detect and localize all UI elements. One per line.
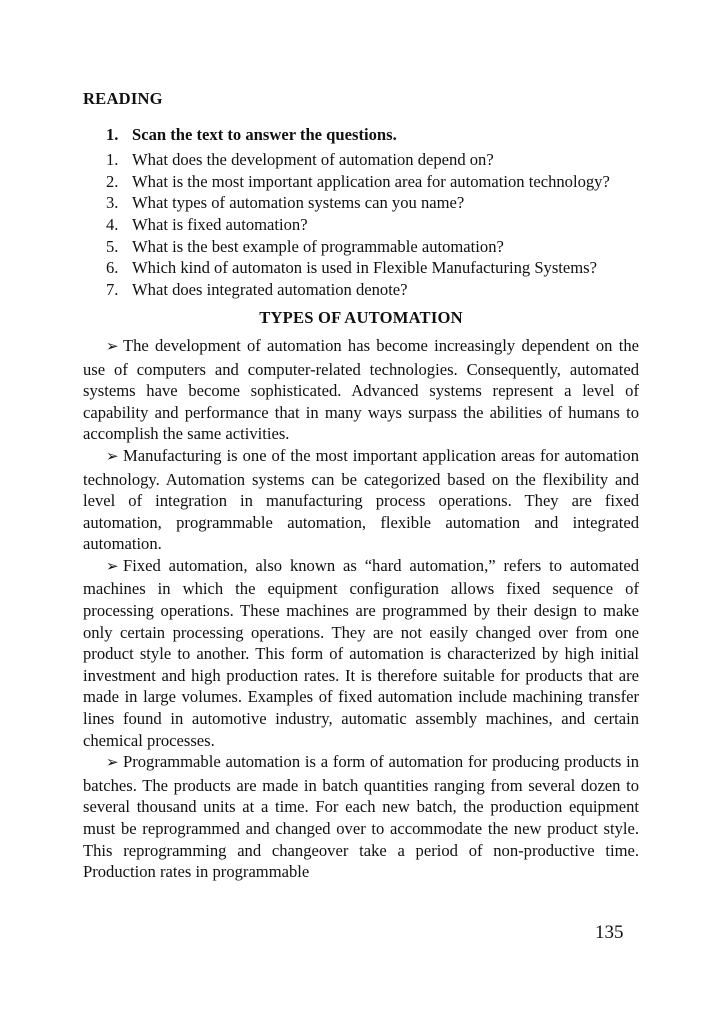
question-text: Which kind of automaton is used in Flexible Manufacturing Systems? [132, 258, 598, 278]
question-item [83, 257, 639, 279]
paragraph [83, 751, 639, 883]
question-number: 3. [106, 193, 119, 213]
question-item [83, 149, 639, 171]
question-text: What types of automation systems can you name? [132, 193, 465, 213]
question-number: 6. [106, 258, 119, 278]
arrow-bullet-icon: ➢ [106, 558, 119, 575]
question-text: What is fixed automation? [132, 214, 308, 234]
question-list [83, 149, 639, 300]
paragraph-text: The development of automation has become increasingly dependent on the use of computers and computer-related technologies. Consequently, automated systems have become sophisticated. Advanced systems represent a level of capability and performance that in many ways surpass the abilities of humans to accomplish the same activities. [83, 335, 639, 444]
arrow-bullet-icon: ➢ [106, 448, 119, 465]
paragraph-text: Fixed automation, also known as “hard automation,” refers to automated machines in which the equipment configuration allows fixed sequence of processing operations. These machines are programmed by their design to make only certain processing operations. They are not easily changed over from one product style to another. This form of automation is characterized by high initial investment and high production rates. It is therefore suitable for products that are made in large volumes. Examples of fixed automation include machining transfer lines found in automotive industry, automatic assembly machines, and certain chemical processes. [83, 555, 639, 750]
question-number: 1. [106, 150, 119, 170]
paragraph-text: Manufacturing is one of the most important application areas for automation technology. Automation systems can be categorized based on the flexibility and level of integration in manufacturing process operations. They are fixed automation, programmable automation, flexible automation and integrated automation. [83, 445, 639, 554]
paragraph [83, 555, 639, 751]
task-instruction [83, 124, 639, 146]
article-heading: TYPES OF AUTOMATION [259, 308, 463, 328]
question-item [83, 192, 639, 214]
question-number: 5. [106, 236, 119, 256]
question-item [83, 214, 639, 236]
question-number: 4. [106, 214, 119, 234]
question-number: 7. [106, 279, 119, 299]
arrow-bullet-icon: ➢ [106, 338, 119, 355]
paragraph [83, 445, 639, 555]
task-number: 1. [106, 124, 119, 144]
arrow-bullet-icon: ➢ [106, 755, 119, 772]
question-item [83, 171, 639, 193]
page-number: 135 [595, 922, 624, 943]
page-content [83, 88, 639, 883]
paragraph-text: Programmable automation is a form of automation for producing products in batches. The products are made in batch quantities ranging from several dozen to several thousand units at a time. For each new batch, the production equipment must be reprogrammed and changed over to accommodate the new product style. This reprogramming and changeover take a period of non-productive time. Production rates in programmable [83, 752, 639, 882]
section-label: READING [83, 89, 163, 108]
question-text: What is the best example of programmable automation? [132, 236, 504, 256]
question-item [83, 236, 639, 258]
question-text: What does the development of automation depend on? [132, 150, 494, 170]
question-item [83, 279, 639, 301]
question-text: What is the most important application area for automation technology? [132, 171, 610, 191]
paragraph [83, 335, 639, 445]
question-number: 2. [106, 171, 119, 191]
task-text: Scan the text to answer the questions. [132, 124, 397, 144]
question-text: What does integrated automation denote? [132, 279, 408, 299]
